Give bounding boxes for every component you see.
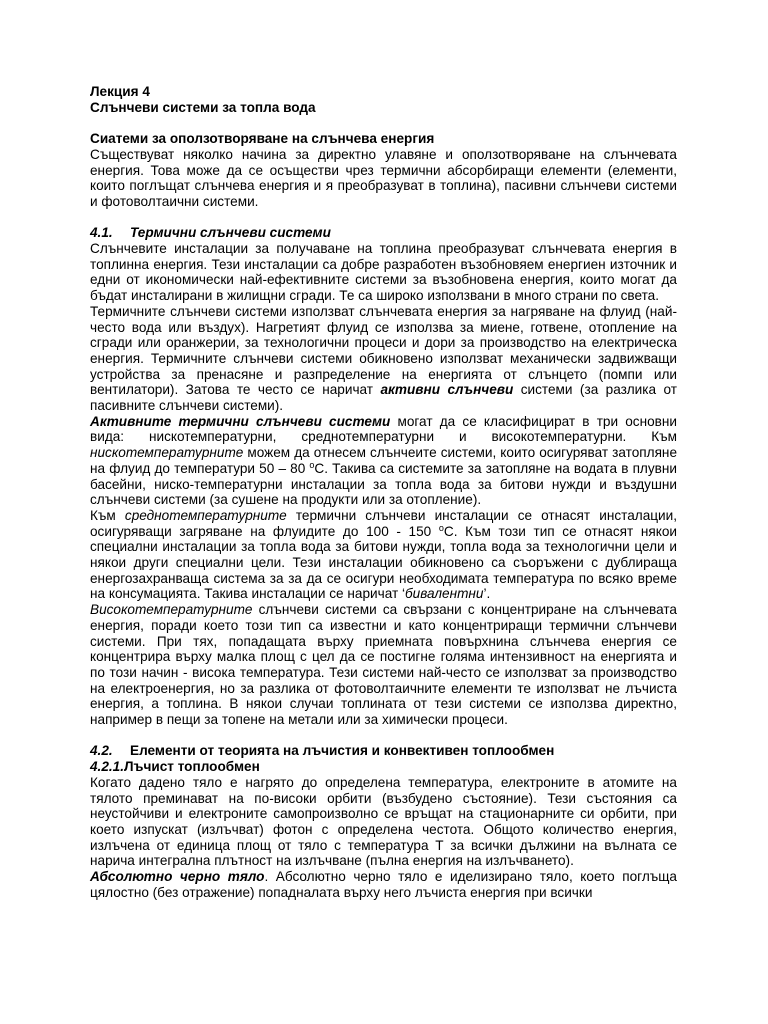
intro-paragraph: Съществуват няколко начина за директно улавяне и оползотворяване на слънчевата енергия. Това може да се осъществи чрез термични абсорбиращи елементи (елементи, които поглъщат слънчева енергия и я преобразуват в топлина), пасивни слънчеви системи и фотоволтаични системи. <box>90 146 677 209</box>
intro-heading: Сиатеми за оползотворяване на слънчева енергия <box>90 131 435 147</box>
section-title: Елементи от теорията на лъчистия и конвективен топлообмен <box>130 743 555 759</box>
text-run: ’. <box>483 586 491 602</box>
section-4-1-paragraph-4 <box>90 508 677 602</box>
section-title: Термични слънчеви системи <box>130 225 331 241</box>
subsection-number: 4.2.1. <box>90 759 125 775</box>
text-run: могат да се класифицират в три основни вида: нискотемпературни, среднотемпературни и високотемпературни. Към <box>90 413 677 445</box>
section-4-2-1-paragraph-2 <box>90 869 677 900</box>
text-run: Към <box>90 507 125 523</box>
section-4-1-paragraph-5 <box>90 602 677 728</box>
spacer <box>90 115 677 131</box>
text-run: C. Такива са системите за затопляне на водата в плувни басейни, ниско-температурни инсталации за топла вода за битови нужди и въздушни слънчеви системи (за сушене на продукти или за отопление). <box>90 460 677 508</box>
degree-sign: o <box>438 522 444 533</box>
section-4-1-paragraph-1: Слънчевите инсталации за получаване на топлина преобразуват слънчевата енергия в топлинна енергия. Тези инсталации са добре разработен възобновяем енергиен източник и едни от икономически най-ефективните системи за възобновена енергия, които могат да бъдат инсталирани в жилищни сгради. Те са широко използвани в много страни по света. <box>90 241 677 304</box>
text-run: можем да отнесем слънчеите системи, които осигуряват затопляне на флуид до температури 50 – 80 <box>90 445 677 476</box>
section-number: 4.1. <box>90 225 113 241</box>
emphasis-italic: нискотемпературните <box>90 445 244 461</box>
emphasis-italic: среднотемпературните <box>124 507 287 523</box>
lecture-label: Лекция 4 <box>90 84 150 99</box>
section-4-1-heading <box>90 225 677 241</box>
text-run: системи (за разлика от пасивните слънчеви системи). <box>90 382 677 414</box>
section-4-2-1-paragraph-1: Когато дадено тяло е нагрято до определена температура, електроните в атомите на тялото преминават на по-високи орбити (възбудено състояние). Тези състояния са неустойчиви и електроните самопроизволно се връщат на стационарните си орбити, при което изпускат (излъчват) фотон с определена честота. Общото количество енергия, излъчена от единица площ от тяло с температура Т за всички дължини на вълната се нарича интегрална плътност на излъчване (пълна енергия на излъчването). <box>90 774 677 869</box>
section-number: 4.2. <box>90 743 113 759</box>
text-run: Термичните слънчеви системи използват слънчевата енергия за нагряване на флуид (най-често вода или въздух). Нагретият флуид се използва за миене, готвене, отопление на сгради или оранжерии, за технологични процеси и дори за производство на електрическа енергия. Термичните слънчеви системи обикновено използват механически задвижващи устройства за пренасяне и разпределение на енергията от слънцето (помпи или вентилатори). Затова те често се наричат <box>90 303 677 398</box>
text-run: термични слънчеви инсталации се отнасят инсталации, осигуряващи загряване на флуидите до 100 - 150 <box>90 507 677 539</box>
section-4-1-paragraph-3 <box>90 414 677 508</box>
spacer <box>90 728 677 744</box>
text-run: слънчеви системи са свързани с концентриране на слънчевата енергия, поради което този тип са известни и като концентриращи термични слънчеви системи. При тях, попадащата върху приемната повърхнина слънчева енергия се концентрира върху малка площ с цел да се постигне голяма интензивност на енергията и по този начин - висока температура. Тези системи най-често се използват за производство на електроенергия, но за разлика от фотоволтаичните елементи те използват не лъчиста енергия, а топлина. В някои случаи топлината от тези системи се използва директно, например в пещи за топене на метали или за химически процеси. <box>90 602 677 728</box>
section-4-1-paragraph-2 <box>90 304 677 414</box>
emphasis-italic: бивалентни <box>404 586 484 602</box>
lecture-title: Слънчеви системи за топла вода <box>90 99 316 115</box>
text-run: C. Към този тип се отнасят някои специални инсталации за топла вода за битови нужди, топла вода за технологични цели и някои други специални цели. Тези инсталации обикновено са съоръжени с дублираща енергозахранваща система за за да се осигури необходимата температура по всяко време на консумацията. Такива инсталации се наричат ‘ <box>90 523 677 602</box>
emphasis-bold: активни слънчеви <box>380 382 514 398</box>
section-4-2-heading <box>90 743 677 759</box>
emphasis-bold: Абсолютно черно тяло <box>90 869 265 885</box>
emphasis-bold: Активните термични слънчеви системи <box>90 413 391 429</box>
text-run: . Абсолютно черно тяло е иделизирано тяло, което поглъща цялостно (без отражение) попадналата върху него лъчиста енергия при всички <box>90 869 677 900</box>
subsection-title: Лъчист топлообмен <box>124 759 260 775</box>
spacer <box>90 210 677 226</box>
document-page <box>90 84 677 901</box>
degree-sign: o <box>309 459 315 470</box>
section-4-2-1-heading <box>90 759 677 775</box>
emphasis-italic: Високотемпературните <box>90 602 253 618</box>
